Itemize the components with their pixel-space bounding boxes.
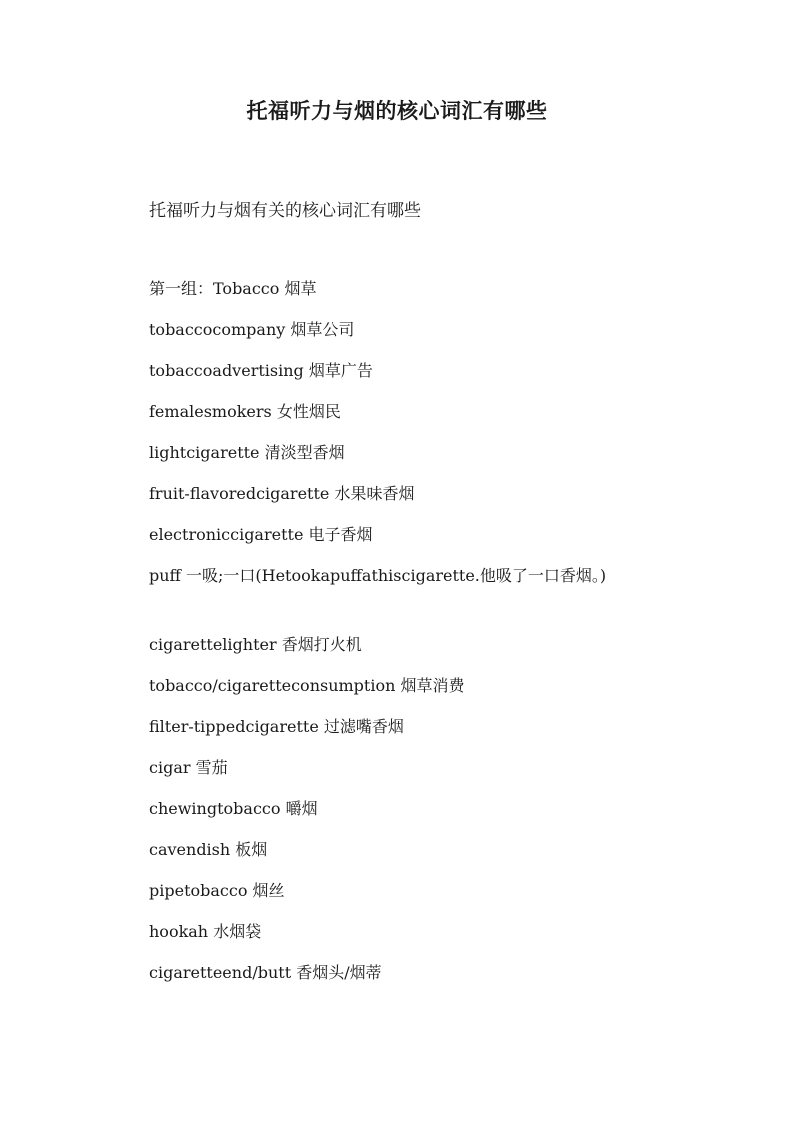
vocab-line: pipetobacco 烟丝 bbox=[149, 881, 285, 900]
vocab-line: fruit-flavoredcigarette 水果味香烟 bbox=[149, 484, 415, 503]
vocab-line: cavendish 板烟 bbox=[149, 840, 268, 859]
vocab-line: electroniccigarette 电子香烟 bbox=[149, 525, 373, 544]
vocab-line: chewingtobacco 嚼烟 bbox=[149, 799, 318, 818]
vocab-line-group-heading: 第一组：Tobacco 烟草 bbox=[149, 279, 317, 298]
vocab-line: tobacco/cigaretteconsumption 烟草消费 bbox=[149, 676, 465, 695]
vocab-line: tobaccocompany 烟草公司 bbox=[149, 320, 355, 339]
vocab-line: cigaretteend/butt 香烟头/烟蒂 bbox=[149, 963, 382, 982]
vocab-line: hookah 水烟袋 bbox=[149, 922, 262, 941]
vocab-line: tobaccoadvertising 烟草广告 bbox=[149, 361, 373, 380]
vocab-line: cigarettelighter 香烟打火机 bbox=[149, 635, 362, 654]
vocab-line: femalesmokers 女性烟民 bbox=[149, 402, 341, 421]
page-subtitle: 托福听力与烟有关的核心词汇有哪些 bbox=[149, 201, 421, 221]
vocab-line: filter-tippedcigarette 过滤嘴香烟 bbox=[149, 717, 404, 736]
page-title: 托福听力与烟的核心词汇有哪些 bbox=[246, 99, 548, 123]
vocab-line-wrapped: puff 一吸;一口(Hetookapuffathiscigarette.他吸了一口香烟。) bbox=[149, 566, 607, 585]
vocab-line: lightcigarette 清淡型香烟 bbox=[149, 443, 345, 462]
vocab-line: cigar 雪茄 bbox=[149, 758, 228, 777]
